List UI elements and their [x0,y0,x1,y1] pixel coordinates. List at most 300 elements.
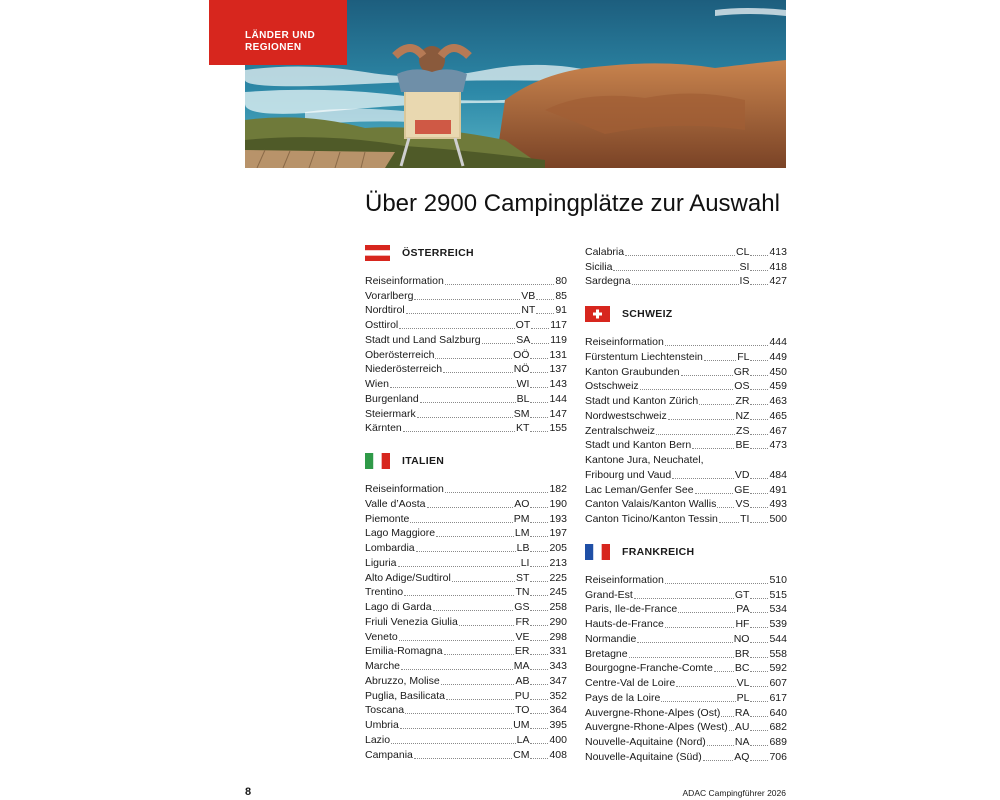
index-entry-name: Niederösterreich [365,363,443,376]
index-entry-name: Normandie [585,632,637,645]
page-reference: 413 [769,245,787,258]
index-entry-name: Oberösterreich [365,348,435,361]
region-code: HF [735,618,750,630]
leader-dots [530,522,548,523]
region-code: KT [516,422,530,435]
italy-list [365,481,567,761]
index-entry-name: Paris, Ile-de-France [585,603,678,616]
index-entry [365,747,567,762]
section-tag [209,0,347,65]
leader-dots [750,493,768,494]
leader-dots [717,507,734,508]
index-entry [585,438,787,453]
page-reference: 131 [549,348,567,361]
region-code: SI [739,260,750,273]
index-entry-name: Wien [365,378,389,390]
leader-dots [531,343,549,344]
section-heading-label: ÖSTERREICH [402,247,474,259]
index-entry-name: Auvergne-Rhone-Alpes (West) [585,721,728,734]
index-entry-name: Marche [365,660,401,672]
page-reference: 493 [769,498,787,511]
index-entry [585,482,787,497]
leader-dots [634,598,734,599]
region-code: PM [513,512,530,525]
index-entry-name: Alto Adige/Sudtirol [365,571,451,584]
index-entry-name: Valle d’Aosta [365,497,426,510]
region-code: OS [734,380,750,393]
index-entry-name: Toscana [365,704,405,717]
index-entry-name: Pays de la Loire [585,691,661,704]
leader-dots [530,654,548,655]
index-column-right [585,244,787,764]
region-code: GE [734,483,750,496]
index-entry-name: Fribourg und Vaud [585,468,672,481]
page-reference: 182 [549,483,567,495]
region-code: AO [514,497,530,510]
index-entry [365,406,567,421]
index-entry-name: Veneto [365,630,398,643]
index-entry-name: Lago di Garda [365,601,432,613]
page-reference: 85 [555,289,567,302]
leader-dots [613,270,738,271]
region-code: SM [513,407,530,420]
index-entry [365,717,567,732]
index-entry [585,690,787,705]
index-entry [585,349,787,364]
section-heading-label: SCHWEIZ [622,308,673,321]
leader-dots [625,255,735,256]
leader-dots [750,612,768,613]
index-entry-name: Lombardia [365,542,415,554]
region-code: PL [736,691,750,704]
page-title: Über 2900 Campingplätze zur Auswahl [365,190,780,217]
leader-dots [656,434,735,435]
leader-dots [459,625,515,626]
index-entry [365,703,567,718]
leader-dots [530,507,548,508]
page-reference: 689 [769,736,787,748]
leader-dots [530,387,548,388]
index-entry-name: Nouvelle-Aquitaine (Süd) [585,750,702,763]
page-reference: 450 [769,365,787,378]
leader-dots [530,536,548,537]
page-reference: 459 [769,380,787,393]
region-code: NZ [735,409,750,422]
leader-dots [530,699,548,700]
index-entry [365,555,567,570]
index-entry [585,408,787,423]
page-reference: 155 [549,422,567,435]
index-entry-name: Stadt und Kanton Bern [585,439,692,452]
page-reference: 400 [549,733,567,746]
region-code: AQ [734,750,750,763]
leader-dots [414,299,520,300]
page-reference: 544 [769,632,787,645]
leader-dots [699,404,734,405]
region-code: ZS [736,424,750,437]
index-entry [365,540,567,555]
leader-dots [750,478,768,479]
leader-dots [536,313,554,314]
index-entry [365,511,567,526]
region-code: FL [737,350,750,363]
index-entry-name: Sardegna [585,275,631,288]
france-flag-icon [585,544,610,560]
page-reference: 331 [549,645,567,658]
region-code: LM [514,527,530,540]
page-reference: 408 [549,748,567,761]
index-entry-name: Canton Valais/Kanton Wallis [585,498,717,511]
leader-dots [435,358,512,359]
leader-dots [445,492,549,493]
italy-list-continued [585,244,787,288]
index-entry [585,423,787,438]
index-entry [585,749,787,764]
index-entry [585,675,787,690]
region-code: VB [521,289,536,302]
france-list [585,572,787,764]
page-reference: 500 [769,513,787,525]
leader-dots [750,730,768,731]
index-entry-name: Vorarlberg [365,289,414,302]
leader-dots [704,360,736,361]
page-reference: 364 [549,704,567,717]
leader-dots [750,598,768,599]
leader-dots [676,686,735,687]
switzerland-list [585,334,787,526]
page-reference: 592 [769,662,787,675]
leader-dots [414,758,512,759]
index-entry-name: Zentralschweiz [585,424,656,437]
region-code: CM [513,748,530,761]
page-reference: 205 [549,542,567,554]
region-code: IS [739,275,750,288]
index-entry-name: Nordtirol [365,304,405,317]
index-entry-name: Trentino [365,586,404,599]
leader-dots [530,743,548,744]
index-entry [585,452,787,467]
region-code: VL [736,677,750,689]
index-entry-name: Canton Ticino/Kanton Tessin [585,513,718,525]
page-reference: 80 [555,274,567,287]
page-reference: 343 [549,660,567,672]
index-entry-name: Fürstentum Liechtenstein [585,350,703,363]
region-code: LA [516,733,530,746]
page-reference: 463 [769,395,787,407]
section-heading-label: FRANKREICH [622,546,695,558]
index-entry-name: Sicilia [585,260,613,273]
page-reference: 465 [769,409,787,422]
region-code: NT [521,304,536,317]
page-reference: 298 [549,630,567,643]
index-entry-name: Reiseinformation [365,483,444,495]
index-entry [365,526,567,541]
index-entry-name: Nordwestschweiz [585,409,667,422]
region-code: NÖ [513,363,530,376]
page-reference: 213 [549,556,567,569]
region-code: BR [734,647,750,660]
index-entry-name: Reiseinformation [365,274,444,287]
section-tag-line-2: REGIONEN [245,42,302,53]
region-code: GR [733,365,750,378]
section-tag-line-1: LÄNDER UND [245,30,316,41]
leader-dots [750,716,768,717]
leader-dots [530,372,548,373]
index-entry [365,496,567,511]
leader-dots [750,375,768,376]
region-code: BL [516,392,530,405]
leader-dots [750,657,768,658]
region-code: GS [514,601,530,613]
page-number: 8 [245,786,252,798]
page-reference: 510 [769,573,787,586]
index-entry [585,467,787,482]
leader-dots [750,419,768,420]
page-reference: 119 [550,333,567,346]
index-entry-name: Friuli Venezia Giulia [365,615,458,628]
index-entry-name: Lac Leman/Genfer See [585,483,694,496]
page-reference: 706 [769,750,787,763]
region-code: SA [516,333,531,346]
leader-dots [703,760,734,761]
leader-dots [632,284,739,285]
section-heading-switzerland [585,305,787,323]
page-reference: 682 [769,721,787,734]
leader-dots [729,730,734,731]
leader-dots [530,684,548,685]
leader-dots [391,743,516,744]
region-code: FR [515,615,530,628]
index-entry-name: Kärnten [365,422,402,435]
index-entry-name: Puglia, Basilicata [365,689,445,702]
region-code: TN [515,586,530,599]
section-heading-label: ITALIEN [402,455,445,468]
leader-dots [536,299,554,300]
leader-dots [436,536,514,537]
index-entry [365,376,567,391]
section-heading-france [585,543,787,561]
index-entry [365,362,567,377]
region-code: PA [736,603,750,616]
index-entry [585,646,787,661]
leader-dots [445,284,555,285]
index-entry-name: Lazio [365,733,391,746]
index-entry-name: Campania [365,748,413,761]
index-entry [365,347,567,362]
leader-dots [530,713,548,714]
section-heading-italy [365,452,567,470]
index-entry [365,732,567,747]
leader-dots [750,627,768,628]
index-entry-name: Auvergne-Rhone-Alpes (Ost) [585,706,721,719]
index-entry-name: Kanton Graubunden [585,365,680,378]
index-entry [585,274,787,289]
index-entry-name: Bretagne [585,647,628,660]
page-reference: 449 [769,350,787,363]
leader-dots [629,657,734,658]
page-reference: 539 [769,618,787,630]
page-reference: 515 [769,588,787,601]
page-reference: 245 [549,586,567,599]
leader-dots [640,389,734,390]
leader-dots [750,686,768,687]
index-entry-name: Centre-Val de Loire [585,677,676,689]
index-entry [365,585,567,600]
leader-dots [750,642,768,643]
leader-dots [530,566,548,567]
index-entry [585,602,787,617]
region-code: VD [734,468,750,481]
leader-dots [750,507,768,508]
leader-dots [714,671,734,672]
leader-dots [672,478,734,479]
page-reference: 91 [555,304,567,317]
region-code: CL [736,245,750,258]
leader-dots [678,612,735,613]
index-entry [365,288,567,303]
leader-dots [530,669,548,670]
page-reference: 418 [769,260,787,273]
index-entry [365,658,567,673]
region-code: UM [513,719,530,731]
page-reference: 491 [769,483,787,496]
leader-dots [721,716,733,717]
index-entry-name: Nouvelle-Aquitaine (Nord) [585,736,706,748]
region-code: VE [515,630,530,643]
leader-dots [530,551,548,552]
index-entry [585,497,787,512]
index-entry [365,421,567,436]
region-code: BC [734,662,750,675]
region-code: OT [515,319,531,331]
index-entry-name: Abruzzo, Molise [365,674,440,687]
region-code: BE [735,439,750,452]
leader-dots [665,345,769,346]
leader-dots [427,507,514,508]
index-entry [365,614,567,629]
page-reference: 197 [549,527,567,540]
leader-dots [405,713,514,714]
index-entry [365,629,567,644]
leader-dots [530,625,548,626]
index-entry-name: Umbria [365,719,399,731]
page-reference: 225 [549,571,567,584]
leader-dots [530,431,548,432]
leader-dots [750,701,768,702]
leader-dots [750,760,768,761]
page-reference: 473 [769,439,787,452]
region-code: RA [734,706,750,719]
leader-dots [433,610,514,611]
index-entry [365,688,567,703]
leader-dots [452,581,515,582]
page-reference: 147 [549,407,567,420]
leader-dots [681,375,733,376]
index-entry-name: Burgenland [365,392,419,405]
leader-dots [441,684,515,685]
index-entry [585,661,787,676]
page-reference: 395 [549,719,567,731]
region-code: OÖ [513,348,530,361]
leader-dots [750,434,768,435]
page-reference: 352 [549,689,567,702]
page-reference: 137 [549,363,567,376]
index-entry [585,364,787,379]
region-code: LI [520,556,530,569]
leader-dots [719,522,739,523]
leader-dots [530,581,548,582]
index-entry-name: Kantone Jura, Neuchatel, [585,454,704,466]
index-entry [585,379,787,394]
region-code: GT [734,588,750,601]
leader-dots [750,522,768,523]
leader-dots [416,551,516,552]
leader-dots [446,699,514,700]
leader-dots [707,745,734,746]
index-entry-name: Piemonte [365,512,410,525]
index-entry-name: Emilia-Romagna [365,645,443,658]
index-entry-name: Reiseinformation [585,573,664,586]
index-entry-name: Stadt und Kanton Zürich [585,395,699,407]
leader-dots [530,402,548,403]
leader-dots [482,343,516,344]
index-entry-name: Osttirol [365,319,399,331]
page-reference: 190 [549,497,567,510]
index-entry [585,334,787,349]
leader-dots [400,728,512,729]
region-code: NO [733,632,750,645]
page-reference: 193 [549,512,567,525]
index-entry [585,587,787,602]
index-column-left [365,244,567,762]
leader-dots [530,358,548,359]
index-entry [585,259,787,274]
index-entry [365,332,567,347]
leader-dots [530,640,548,641]
leader-dots [404,595,514,596]
leader-dots [530,728,548,729]
index-entry [585,572,787,587]
page-reference: 290 [549,615,567,628]
page-reference: 444 [769,336,787,348]
switzerland-flag-icon [585,306,610,322]
section-heading-austria [365,244,567,262]
region-code: TI [740,513,750,525]
leader-dots [750,404,768,405]
page-reference: 534 [769,603,787,616]
page-reference: 484 [769,468,787,481]
index-entry [585,631,787,646]
index-entry-name: Calabria [585,245,625,258]
region-code: WI [516,378,530,390]
region-code: LB [516,542,530,554]
leader-dots [398,566,520,567]
leader-dots [403,431,515,432]
region-code: AB [515,674,530,687]
index-entry [585,393,787,408]
index-entry [585,734,787,749]
index-entry [585,720,787,735]
index-entry-name: Lago Maggiore [365,527,436,540]
leader-dots [444,654,514,655]
leader-dots [750,448,768,449]
leader-dots [668,419,735,420]
index-entry [365,644,567,659]
leader-dots [443,372,513,373]
index-entry-name: Reiseinformation [585,336,664,348]
austria-flag-icon [365,245,390,261]
page-reference: 558 [769,647,787,660]
